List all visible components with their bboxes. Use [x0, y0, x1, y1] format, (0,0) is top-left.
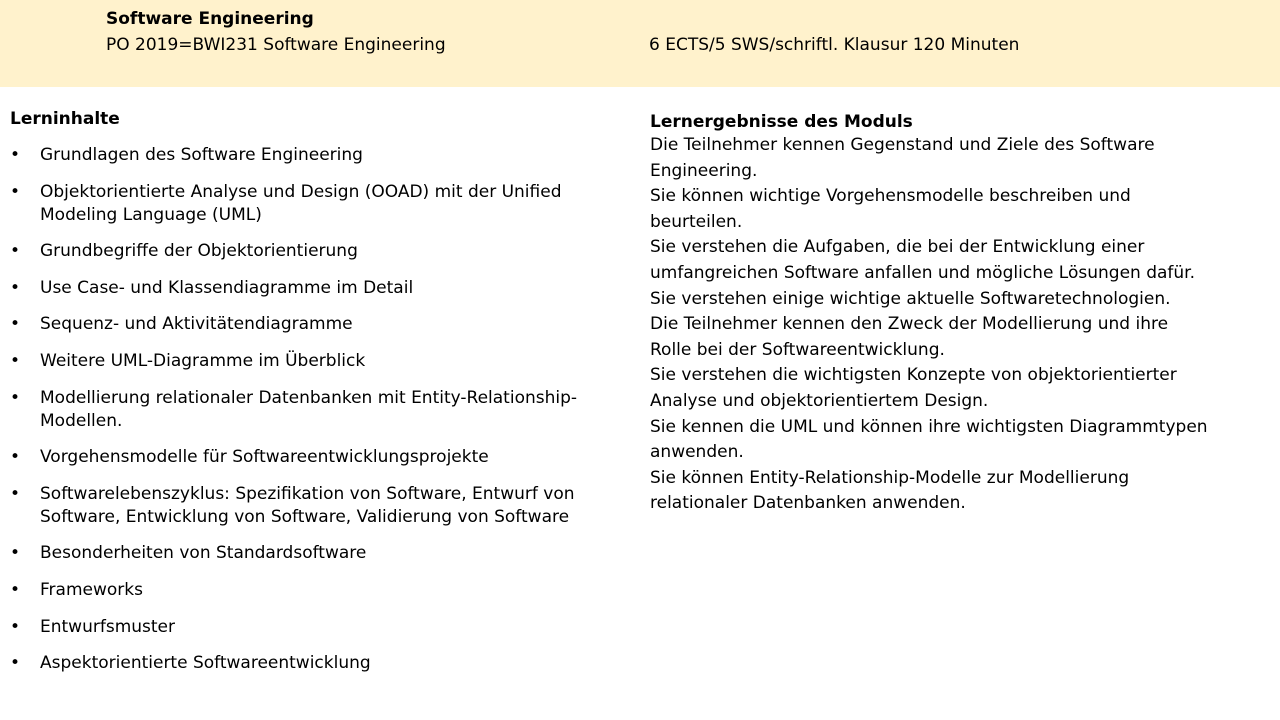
list-item-text: Sequenz- und Aktivitätendiagramme	[40, 314, 353, 335]
module-header	[0, 0, 1280, 87]
list-item-text: Objektorientierte Analyse und Design (OOAD) mit der Unified Modeling Language (UML)	[40, 181, 562, 225]
list-item-text: Aspektorientierte Softwareentwicklung	[40, 653, 371, 674]
list-item-text: Grundbegriffe der Objektorientierung	[40, 241, 358, 262]
module-credits: 6 ECTS/5 SWS/schriftl. Klausur 120 Minuten	[649, 35, 1020, 55]
outcome-line: Die Teilnehmer kennen Gegenstand und Ziele des Software Engineering.	[650, 135, 1155, 181]
list-item	[10, 652, 610, 675]
learning-outcomes	[650, 111, 1210, 517]
bullet-icon: •	[10, 447, 21, 468]
list-item-text: Frameworks	[40, 579, 143, 600]
module-code: PO 2019=BWI231 Software Engineering	[106, 35, 446, 55]
module-title: Software Engineering	[106, 9, 314, 29]
outcome-line: Die Teilnehmer kennen den Zweck der Modellierung und ihre Rolle bei der Softwareentwicklung.	[650, 314, 1169, 360]
bullet-icon: •	[10, 483, 21, 504]
list-item-text: Softwarelebenszyklus: Spezifikation von Software, Entwurf von Software, Entwicklung von Software, Validierung von Software	[40, 483, 575, 527]
outcome-line: Sie verstehen die Aufgaben, die bei der Entwicklung einer umfangreichen Software anfallen und mögliche Lösungen dafür.	[650, 237, 1196, 283]
list-item	[10, 579, 610, 602]
list-item	[10, 350, 610, 373]
bullet-icon: •	[10, 653, 21, 674]
bullet-icon: •	[10, 314, 21, 335]
list-item-text: Besonderheiten von Standardsoftware	[40, 543, 367, 564]
bullet-icon: •	[10, 145, 21, 165]
list-item	[10, 277, 610, 300]
outcomes-heading: Lernergebnisse des Moduls	[650, 112, 913, 132]
list-item	[10, 387, 610, 433]
bullet-icon: •	[10, 387, 21, 408]
list-item	[10, 181, 610, 227]
bullet-icon: •	[10, 543, 21, 564]
bullet-icon: •	[10, 579, 21, 600]
bullet-icon: •	[10, 616, 21, 637]
contents-heading: Lerninhalte	[10, 109, 120, 129]
outcome-line: Sie können Entity-Relationship-Modelle zur Modellierung relationaler Datenbanken anwenden.	[650, 467, 1130, 514]
list-item-text: Entwurfsmuster	[40, 616, 175, 637]
contents-list	[10, 144, 610, 675]
bullet-icon: •	[10, 181, 21, 202]
bullet-icon: •	[10, 350, 21, 371]
list-item	[10, 446, 610, 469]
list-item	[10, 616, 610, 639]
list-item	[10, 240, 610, 263]
list-item-text: Use Case- und Klassendiagramme im Detail	[40, 277, 414, 298]
list-item-text: Vorgehensmodelle für Softwareentwicklungsprojekte	[40, 447, 489, 468]
list-item-text: Weitere UML-Diagramme im Überblick	[40, 350, 366, 371]
outcome-line: Sie verstehen die wichtigsten Konzepte von objektorientierter Analyse und objektorientiertem Design.	[650, 365, 1177, 411]
outcome-line: Sie verstehen einige wichtige aktuelle Softwaretechnologien.	[650, 288, 1171, 309]
outcome-line: Sie können wichtige Vorgehensmodelle beschreiben und beurteilen.	[650, 186, 1131, 232]
outcome-line: Sie kennen die UML und können ihre wichtigsten Diagrammtypen anwenden.	[650, 416, 1208, 463]
learning-contents	[10, 108, 610, 689]
list-item	[10, 483, 610, 529]
list-item	[10, 313, 610, 336]
bullet-icon: •	[10, 277, 21, 298]
list-item	[10, 144, 610, 167]
list-item	[10, 542, 610, 565]
list-item-text: Modellierung relationaler Datenbanken mit Entity-Relationship-Modellen.	[40, 387, 578, 431]
bullet-icon: •	[10, 241, 21, 262]
list-item-text: Grundlagen des Software Engineering	[40, 145, 363, 165]
outcomes-text	[650, 133, 1210, 517]
